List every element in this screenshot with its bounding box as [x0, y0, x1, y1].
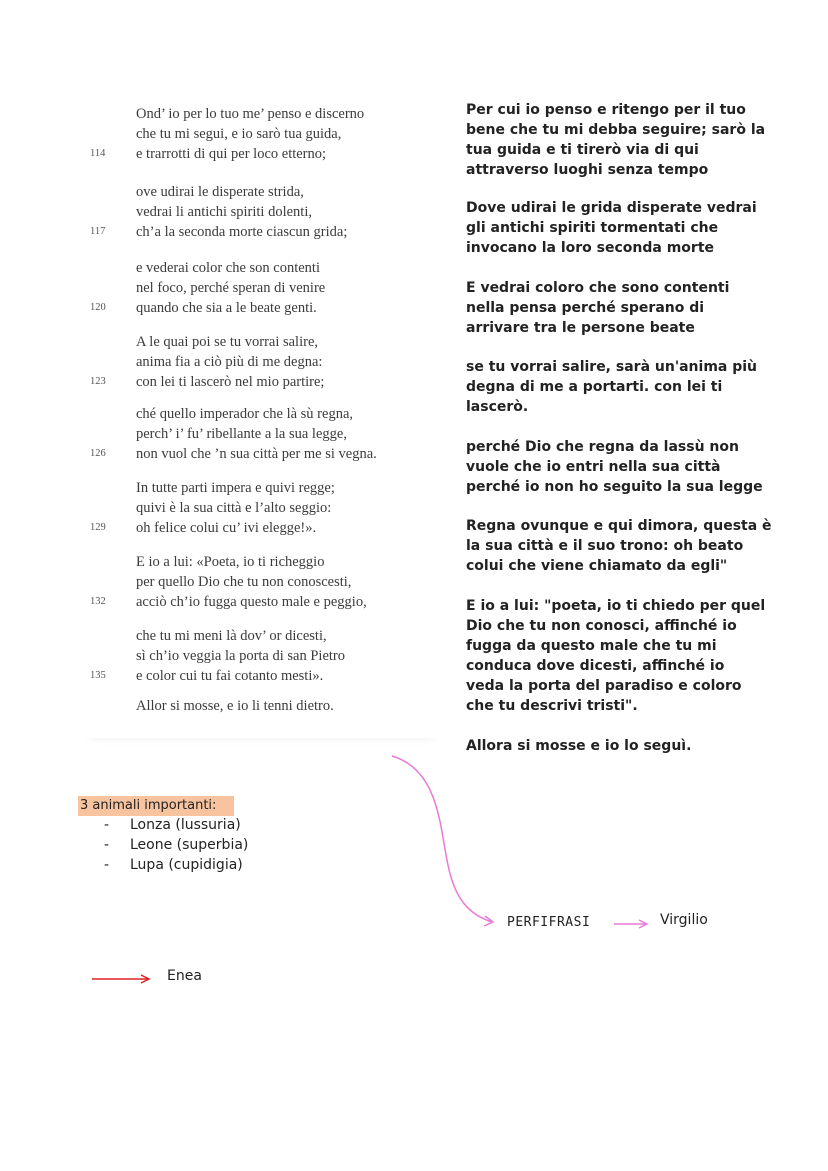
- poem-line: oh felice colui cu’ ivi elegge!».: [136, 520, 317, 536]
- list-dash: -: [104, 817, 110, 833]
- poem-line: E io a lui: «Poeta, io ti richeggio: [136, 554, 325, 570]
- periphrasis-label: PERFIFRASI: [507, 915, 591, 930]
- translation-line: perché Dio che regna da lassù non: [466, 439, 739, 455]
- translation-line: la sua città e il suo trono: oh beato: [466, 538, 744, 554]
- translation-line: che tu descrivi tristi".: [466, 698, 638, 714]
- translation-line: veda la porta del paradiso e coloro: [466, 678, 742, 694]
- line-number: 120: [90, 302, 106, 313]
- poem-line: Ond’ io per lo tuo me’ penso e discerno: [136, 106, 365, 122]
- translation-line: fugga da questo male che tu mi: [466, 638, 717, 654]
- poem-line: e color cui tu fai cotanto mesti».: [136, 668, 324, 684]
- poem-line: ch’a la seconda morte ciascun grida;: [136, 224, 348, 240]
- poem-line: che tu mi segui, e io sarò tua guida,: [136, 126, 342, 142]
- translation-line: se tu vorrai salire, sarà un'anima più: [466, 359, 758, 375]
- animal-label: Lupa (cupidigia): [130, 857, 243, 873]
- poem-line: quivi è la sua città e l’alto seggio:: [136, 500, 332, 516]
- poem-line: che tu mi meni là dov’ or dicesti,: [136, 628, 327, 644]
- line-number: 123: [90, 376, 106, 387]
- poem-line: Allor si mosse, e io li tenni dietro.: [136, 698, 334, 714]
- translation-line: E io a lui: "poeta, io ti chiedo per quel: [466, 598, 766, 614]
- translation-line: nella pensa perché sperano di: [466, 300, 705, 316]
- poem-line: perch’ i’ fu’ ribellante a la sua legge,: [136, 426, 347, 442]
- translation-line: Dio che tu non conosci, affinché io: [466, 618, 737, 634]
- poem-line: acciò ch’io fugga questo male e peggio,: [136, 594, 367, 610]
- poem-line: e vederai color che son contenti: [136, 260, 320, 276]
- poem-line: In tutte parti impera e quivi regge;: [136, 480, 335, 496]
- poem-line: non vuol che ’n sua città per me si vegna.: [136, 446, 377, 462]
- enea-label: Enea: [167, 968, 202, 984]
- translation-line: bene che tu mi debba seguire; sarò la: [466, 122, 766, 138]
- line-number: 135: [90, 670, 106, 681]
- translation-line: Allora si mosse e io lo seguì.: [466, 738, 692, 754]
- translation-line: Regna ovunque e qui dimora, questa è: [466, 518, 772, 534]
- translation-line: gli antichi spiriti tormentati che: [466, 220, 719, 236]
- line-number: 114: [90, 148, 106, 159]
- poem-line: con lei ti lascerò nel mio partire;: [136, 374, 325, 390]
- animal-label: Lonza (lussuria): [130, 817, 241, 833]
- poem-line: quando che sia a le beate genti.: [136, 300, 317, 316]
- translation-line: Dove udirai le grida disperate vedrai: [466, 200, 757, 216]
- animal-label: Leone (superbia): [130, 837, 249, 853]
- line-number: 126: [90, 448, 106, 459]
- list-dash: -: [104, 857, 110, 873]
- poem-line: anima fia a ciò più di me degna:: [136, 354, 323, 370]
- poem-line: nel foco, perché speran di venire: [136, 280, 326, 296]
- line-number: 117: [90, 226, 106, 237]
- poem-line: per quello Dio che tu non conoscesti,: [136, 574, 352, 590]
- translation-line: vuole che io entri nella sua città: [466, 459, 721, 475]
- translation-line: degna di me a portarti. con lei ti: [466, 379, 723, 395]
- translation-line: arrivare tra le persone beate: [466, 320, 695, 336]
- line-number: 132: [90, 596, 106, 607]
- translation-line: colui che viene chiamato da egli": [466, 558, 728, 574]
- translation-line: conduca dove dicesti, affinché io: [466, 658, 725, 674]
- poem-line: ove udirai le disperate strida,: [136, 184, 304, 200]
- translation-line: tua guida e ti tirerò via di qui: [466, 142, 699, 158]
- translation-line: invocano la loro seconda morte: [466, 240, 715, 256]
- poem-line: ché quello imperador che là sù regna,: [136, 406, 354, 422]
- poem-line: vedrai li antichi spiriti dolenti,: [136, 204, 312, 220]
- virgilio-label: Virgilio: [660, 912, 708, 928]
- line-number: 129: [90, 522, 106, 533]
- poem-line: e trarrotti di qui per loco etterno;: [136, 146, 327, 162]
- poem-line: sì ch’io veggia la porta di san Pietro: [136, 648, 345, 664]
- poem-line: A le quai poi se tu vorrai salire,: [136, 334, 319, 350]
- translation-line: lascerò.: [466, 399, 529, 415]
- translation-line: perché io non ho seguito la sua legge: [466, 479, 763, 495]
- translation-line: E vedrai coloro che sono contenti: [466, 280, 730, 296]
- list-dash: -: [104, 837, 110, 853]
- curved-pink-arrow: [392, 756, 492, 922]
- translation-line: attraverso luoghi senza tempo: [466, 162, 709, 178]
- animals-note-title: 3 animali importanti:: [78, 796, 234, 816]
- translation-line: Per cui io penso e ritengo per il tuo: [466, 102, 746, 118]
